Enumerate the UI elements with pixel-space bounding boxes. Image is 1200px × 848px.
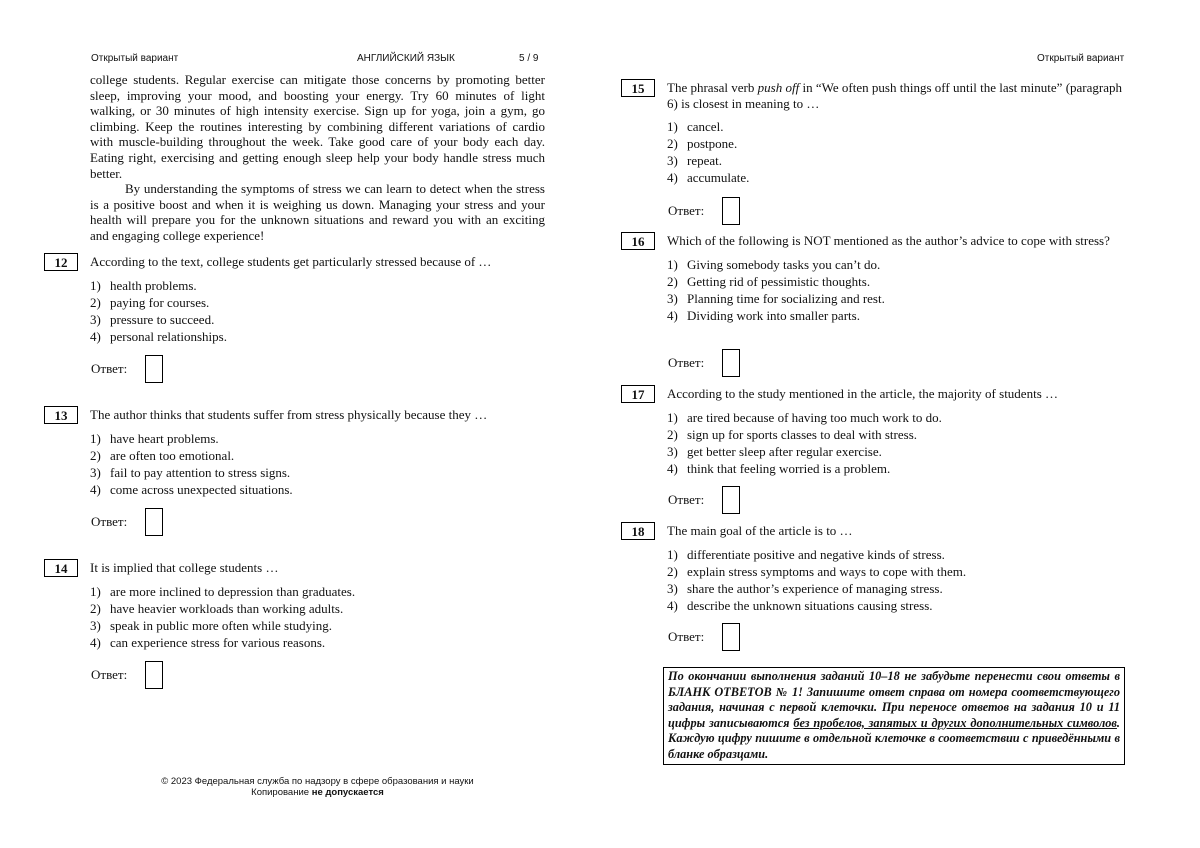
option-1: 1) have heart problems. xyxy=(90,430,219,446)
question-16 xyxy=(667,233,1122,324)
answer-box-12[interactable] xyxy=(145,355,163,383)
question-text: According to the study mentioned in the article, the majority of students … xyxy=(667,386,1058,401)
option-3: 3) fail to pay attention to stress signs. xyxy=(90,464,291,480)
option-1: 1) are more inclined to depression than graduates. xyxy=(90,583,356,599)
answer-label: Ответ: xyxy=(668,203,705,218)
option-3: 3) share the author’s experience of managing stress. xyxy=(667,580,943,596)
question-number-16: 16 xyxy=(621,232,655,250)
option-4: 4) come across unexpected situations. xyxy=(90,481,293,497)
question-text: It is implied that college students … xyxy=(90,560,279,575)
options-list xyxy=(667,546,1122,614)
answer-row-18 xyxy=(668,623,740,651)
option-3: 3) speak in public more often while studying. xyxy=(90,617,333,633)
option-1: 1) health problems. xyxy=(90,277,197,293)
question-number-18: 18 xyxy=(621,522,655,540)
options-list xyxy=(667,256,1122,324)
copying-notice: Копирование не допускается xyxy=(251,787,384,798)
option-3: 3) Planning time for socializing and rest. xyxy=(667,290,885,306)
question-number-14: 14 xyxy=(44,559,78,577)
answer-label: Ответ: xyxy=(668,492,705,507)
copyright-line: © 2023 Федеральная служба по надзору в сфере образования и науки xyxy=(161,776,474,787)
passage-paragraph: college students. Regular exercise can mitigate those concerns by promoting better sleep, improving your mood, and boosting your energy. Try 60 minutes of light walking, or 30 minutes of high intensity exercise. Sign up for yoga, join a gym, go climbing. Keep the routines interesting by combining different variations of cardio with muscle-building throughout the week. Take good care of your body each day. Eating right, exercising and getting enough sleep help your body handle stress much better. xyxy=(90,72,545,181)
answer-box-16[interactable] xyxy=(722,349,740,377)
option-2: 2) postpone. xyxy=(667,136,738,152)
header-subject: АНГЛИЙСКИЙ ЯЗЫК xyxy=(357,53,455,64)
answer-row-13 xyxy=(91,508,163,536)
option-2: 2) paying for courses. xyxy=(90,294,210,310)
header-variant-left: Открытый вариант xyxy=(91,53,179,64)
options-list xyxy=(90,583,545,651)
option-1: 1) are tired because of having too much work to do. xyxy=(667,409,942,425)
option-1: 1) cancel. xyxy=(667,119,724,135)
option-4: 4) accumulate. xyxy=(667,170,750,186)
answer-row-12 xyxy=(91,355,163,383)
question-text: The author thinks that students suffer from stress physically because they … xyxy=(90,407,488,422)
answer-label: Ответ: xyxy=(91,667,128,682)
option-3: 3) pressure to succeed. xyxy=(90,311,215,327)
copyright-footer xyxy=(130,776,505,798)
question-17 xyxy=(667,386,1122,477)
question-text: The main goal of the article is to … xyxy=(667,523,853,538)
answer-box-17[interactable] xyxy=(722,486,740,514)
question-18 xyxy=(667,523,1122,614)
options-list xyxy=(90,277,545,345)
question-number-12: 12 xyxy=(44,253,78,271)
answer-box-15[interactable] xyxy=(722,197,740,225)
header-variant-right: Открытый вариант xyxy=(1037,53,1125,64)
option-4: 4) personal relationships. xyxy=(90,328,227,344)
options-list xyxy=(667,118,1122,186)
question-text: The phrasal verb push off in “We often push things off until the last minute” (paragraph 6) is closest in meaning to … xyxy=(667,80,1122,111)
question-number-13: 13 xyxy=(44,406,78,424)
answer-row-17 xyxy=(668,486,740,514)
answer-label: Ответ: xyxy=(668,629,705,644)
option-3: 3) repeat. xyxy=(667,153,723,169)
answer-box-13[interactable] xyxy=(145,508,163,536)
answer-box-14[interactable] xyxy=(145,661,163,689)
option-4: 4) think that feeling worried is a problem. xyxy=(667,460,891,476)
question-14 xyxy=(90,560,545,651)
answer-row-15 xyxy=(668,197,740,225)
question-number-17: 17 xyxy=(621,385,655,403)
option-2: 2) sign up for sports classes to deal with stress. xyxy=(667,426,918,442)
question-number-15: 15 xyxy=(621,79,655,97)
answer-row-14 xyxy=(91,661,163,689)
option-4: 4) Dividing work into smaller parts. xyxy=(667,307,860,323)
options-list xyxy=(667,409,1122,477)
answer-label: Ответ: xyxy=(668,355,705,370)
question-13 xyxy=(90,407,545,498)
answer-box-18[interactable] xyxy=(722,623,740,651)
question-12 xyxy=(90,254,545,345)
option-2: 2) explain stress symptoms and ways to cope with them. xyxy=(667,563,967,579)
passage-paragraph: By understanding the symptoms of stress we can learn to detect when the stress is a positive boost and when it is weighing us down. Managing your stress and your health will prepare you for the unknown situations and reward you with an exciting and engaging college experience! xyxy=(90,181,545,243)
header-page-number: 5 / 9 xyxy=(519,53,539,64)
answer-row-16 xyxy=(668,349,740,377)
option-1: 1) Giving somebody tasks you can’t do. xyxy=(667,256,881,272)
answer-label: Ответ: xyxy=(91,514,128,529)
question-15 xyxy=(667,80,1122,186)
option-2: 2) are often too emotional. xyxy=(90,447,235,463)
option-1: 1) differentiate positive and negative kinds of stress. xyxy=(667,546,945,562)
options-list xyxy=(90,430,545,498)
option-2: 2) Getting rid of pessimistic thoughts. xyxy=(667,273,871,289)
question-text: Which of the following is NOT mentioned as the author’s advice to cope with stress? xyxy=(667,233,1110,248)
notice-underlined-text: без пробелов, запятых и других дополнительных символов xyxy=(793,715,1117,730)
option-3: 3) get better sleep after regular exercise. xyxy=(667,443,882,459)
reading-passage xyxy=(90,72,545,244)
option-4: 4) can experience stress for various reasons. xyxy=(90,634,326,650)
answer-label: Ответ: xyxy=(91,361,128,376)
option-4: 4) describe the unknown situations causing stress. xyxy=(667,597,933,613)
instruction-notice: По окончании выполнения заданий 10–18 не забудьте перенести свои ответы в БЛАНК ОТВЕТОВ № 1! Запишите ответ справа от номера соответствующего задания, начиная с первой клеточки. При переносе ответов на задания 10 и 11 цифры записываются без пробелов, запятых и других дополнительных символов. Каждую цифру пишите в отдельной клеточке в соответствии с приведёнными в бланке образцами. xyxy=(663,667,1125,765)
question-text: According to the text, college students get particularly stressed because of … xyxy=(90,254,492,269)
option-2: 2) have heavier workloads than working adults. xyxy=(90,600,344,616)
